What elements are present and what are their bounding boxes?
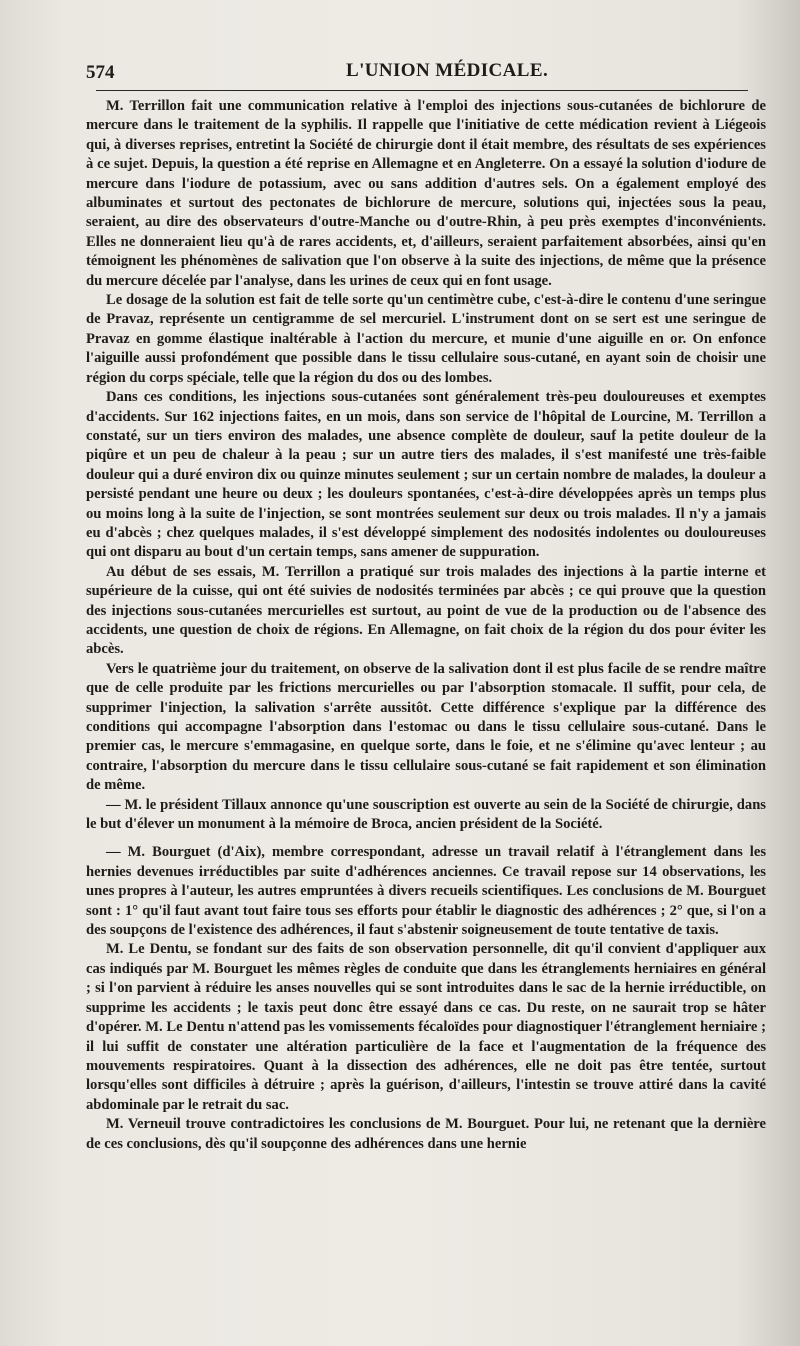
paragraph-terrillon-communication: M. Terrillon fait une communication relative à l'emploi des injections sous-cutanées de bichlorure de mercure dans le traitement de la syphilis. Il rappelle que l'initiative de cette médication revient à Liégeois qui, à diverses reprises, entretint la Société de chirurgie dont il était membre, des résultats de ses expériences à ce sujet. Depuis, la question a été reprise en Allemagne et en Angleterre. On a essayé la solution d'iodure de mercure dans l'iodure de potassium, avec ou sans addition d'autres sels. On a également employé des albuminates et surtout des pectonates de bichlorure de mercure, solutions qui, injectées sous la peau, seraient, au dire des observateurs d'outre-Manche ou d'outre-Rhin, à peu près exemptes d'inconvénients. Elles ne donneraient lieu qu'à de rares accidents, et, d'ailleurs, seraient parfaitement absorbées, ainsi qu'en témoignent les phénomènes de salivation que l'on observe à la suite des injections, de même que la présence du mercure décelée par l'analyse, dans les urines de ceux qui en font usage. — [86, 98, 766, 289]
paragraph-verneuil: M. Verneuil trouve contradictoires les conclusions de M. Bourguet. Pour lui, ne retenant que la dernière de ces conclusions, dès qu'il soupçonne des adhérences dans une hernie — [86, 1116, 766, 1152]
article-body — [86, 97, 766, 1154]
paragraph-gap — [86, 834, 766, 843]
page-number: 574 — [86, 62, 115, 83]
running-title: L'UNION MÉDICALE. — [346, 60, 549, 81]
paragraph-salivation: Vers le quatrième jour du traitement, on observe de la salivation dont il est plus facile de se rendre maître que de celle produite par les frictions mercurielles ou par l'absorption stomacale. Il suffit, pour cela, de supprimer l'injection, la salivation s'arrête aussitôt. Cette différence s'explique par la différence des conditions qui accompagne l'absorption dans l'estomac ou dans le tissu cellulaire sous-cutané. Dans le premier cas, le mercure s'emmagasine, en quelque sorte, dans le foie, et ne s'élimine qu'avec lenteur ; au contraire, l'absorption du mercure dans le tissu cellulaire sous-cutané se fait rapidement et son élimination de même. — [86, 660, 766, 794]
paragraph-bourguet: — M. Bourguet (d'Aix), membre correspondant, adresse un travail relatif à l'étranglement dans les hernies devenues irréductibles par suite d'adhérences anciennes. Ce travail repose sur 14 observations, les unes propres à l'auteur, les autres empruntées à divers recueils scientifiques. Les conclusions de M. Bourguet sont : 1° qu'il faut avant tout faire tous ses efforts pour établir le diagnostic des adhérences ; 2° que, si l'on a des soupçons de l'existence des adhérences, il faut s'abstenir soigneusement de toute tentative de taxis. — [86, 844, 766, 939]
header-rule — [96, 90, 748, 91]
paragraph-dosage: Le dosage de la solution est fait de telle sorte qu'un centimètre cube, c'est-à-dire le contenu d'une seringue de Pravaz, représente un centigramme de sel mercuriel. L'instrument dont on se sert est une seringue de Pravaz en gomme élastique inaltérable à l'action du mercure, et munie d'une aiguille en or. On enfonce l'aiguille aussi profondément que possible dans le tissu cellulaire sous-cutané, en ayant soin de choisir une région du corps spéciale, telle que la région du dos ou des lombes. — [86, 292, 766, 386]
paragraph-le-dentu: M. Le Dentu, se fondant sur des faits de son observation personnelle, dit qu'il convient d'appliquer aux cas indiqués par M. Bourguet les mêmes règles de conduite que dans les étranglements herniaires en général ; si l'on parvient à réduire les anses nouvelles qui se sont introduites dans le sac de la hernie irréductible, on supprime les accidents ; le taxis peut donc être essayé dans ce cas. Du reste, on ne saurait trop se hâter d'opérer. M. Le Dentu n'attend pas les vomissements fécaloïdes pour diagnostiquer l'étranglement herniaire ; il lui suffit de constater une altération particulière de la face et l'augmentation de la fréquence des mouvements respiratoires. Quant à la dissection des adhérences, elle ne doit pas être tentée, surtout lorsqu'elles sont difficiles à détruire ; après la guérison, d'ailleurs, l'intestin se trouve attiré dans la cavité abdominale par le retrait du sac. — [86, 941, 766, 1113]
page-header — [86, 58, 786, 90]
paragraph-tillaux: — M. le président Tillaux annonce qu'une souscription est ouverte au sein de la Société de chirurgie, dans le but d'élever un monument à la mémoire de Broca, ancien président de la Société. — [86, 796, 766, 833]
paragraph-debut-essais: Au début de ses essais, M. Terrillon a pratiqué sur trois malades des injections à la partie interne et supérieure de la cuisse, qui ont été suivies de nodosités terminées par abcès ; ce qui prouve que la question des injections sous-cutanées mercurielles est surtout, au point de vue de la production ou de l'absence des accidents, une question de choix de régions. En Allemagne, on fait choix de la région du dos pour éviter les abcès. — [86, 563, 766, 658]
paragraph-conditions: Dans ces conditions, les injections sous-cutanées sont généralement très-peu douloureuses et exemptes d'accidents. Sur 162 injections faites, en un mois, dans son service de l'hôpital de Lourcine, M. Terrillon a constaté, sur un tiers environ des malades, une absence complète de douleur, sauf la petite douleur de la piqûre et un peu de chaleur à la peau ; sur un autre tiers des malades, il s'est manifesté une très-faible douleur qui a duré environ dix ou quinze minutes seulement ; sur un certain nombre de malades, la douleur a persisté pendant une heure ou deux ; les douleurs spontanées, c'est-à-dire développées après un temps plus ou moins long à la suite de l'injection, se sont montrées seulement sur deux ou trois malades. Il n'y a jamais eu d'abcès ; chez quelques malades, il s'est développé simplement des nodosités indolentes ou douloureuses qui ont disparu au bout d'un certain temps, sans amener de suppuration. — [86, 389, 766, 561]
